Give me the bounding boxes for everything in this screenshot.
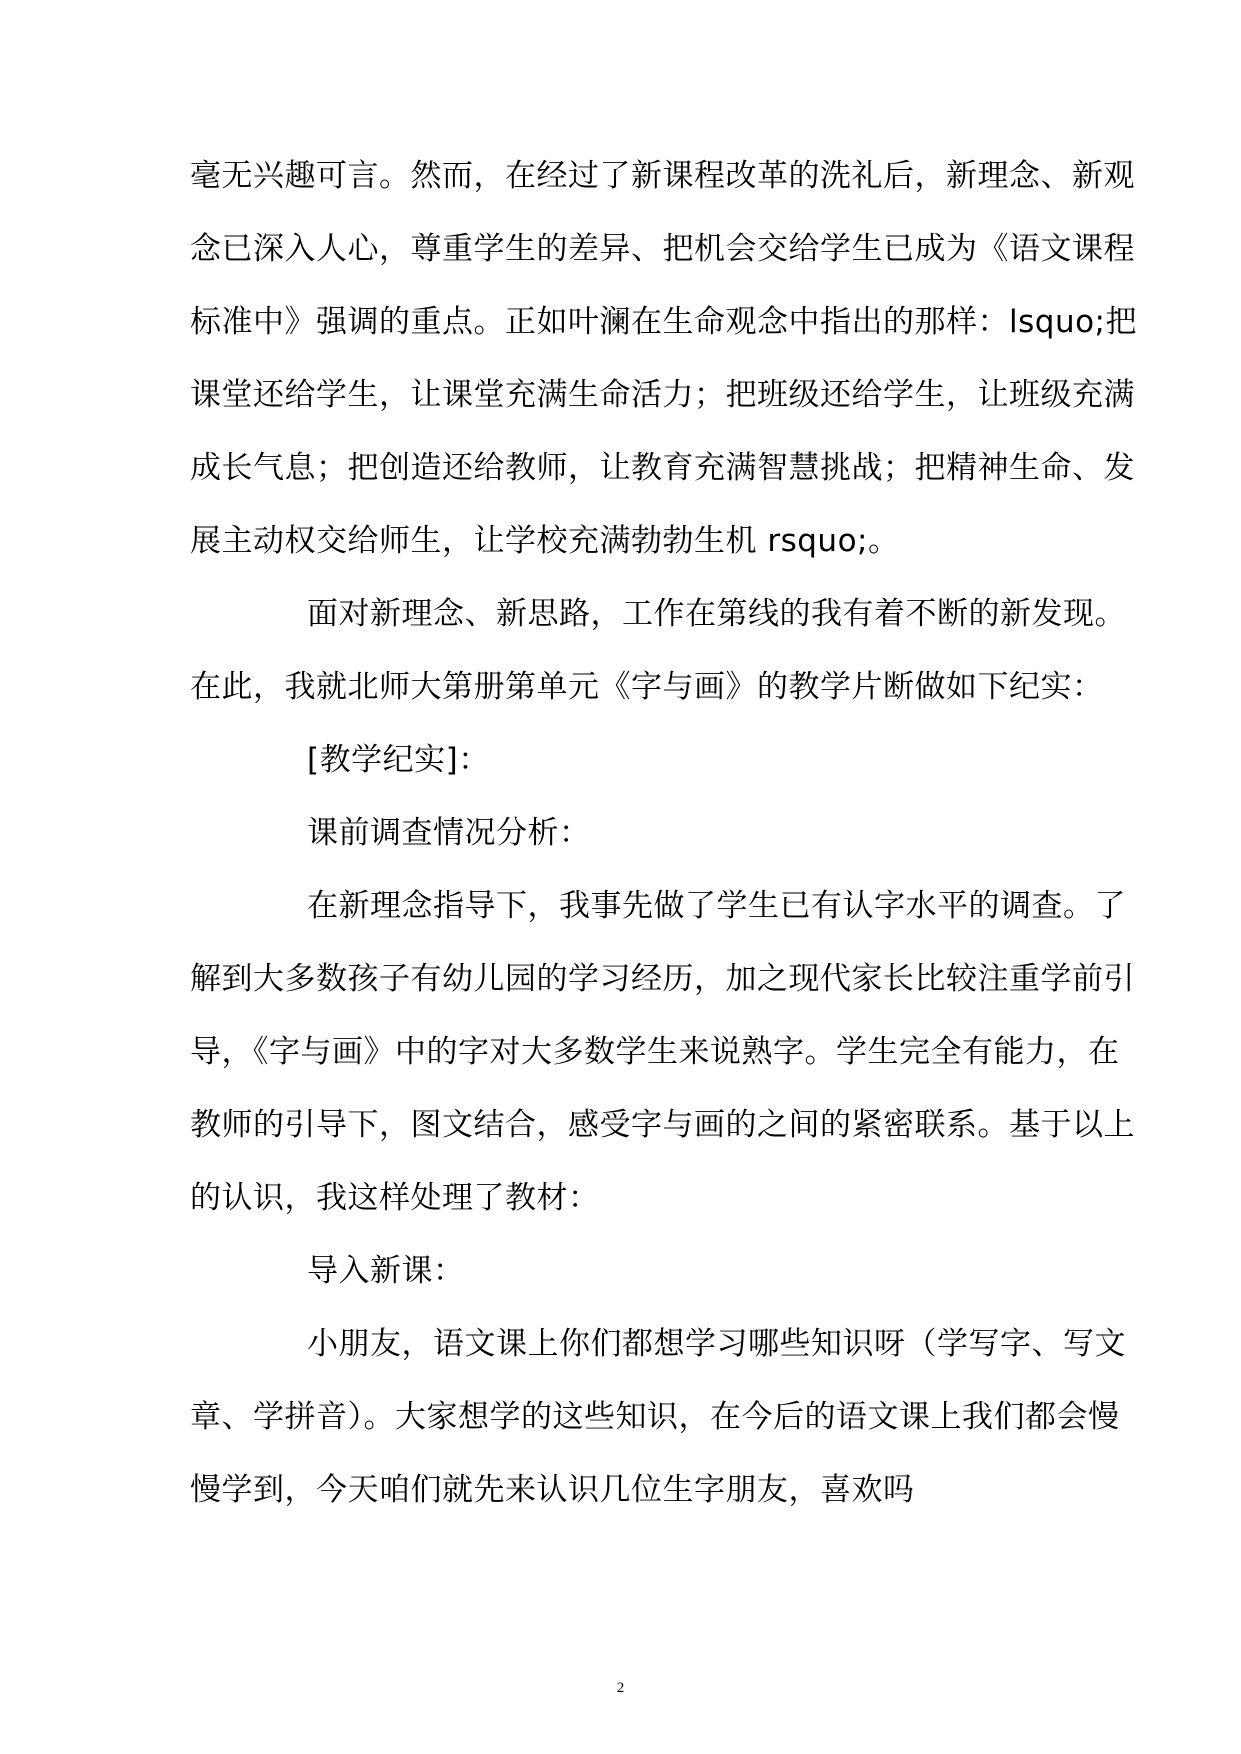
- text-line: 标准中》强调的重点。正如叶澜在生命观念中指出的那样：lsquo;把: [190, 304, 1137, 340]
- text-line: 在此，我就北师大第册第单元《字与画》的教学片断做如下纪实：: [190, 669, 1104, 705]
- text-line: 导，《字与画》中的字对大多数学生来说熟字。学生完全有能力，在: [190, 1034, 1120, 1070]
- section-heading: 课前调查情况分析：: [307, 815, 591, 851]
- page-number: 2: [616, 1680, 625, 1696]
- body-text: [190, 140, 1137, 1527]
- text-line: 章、学拼音）。大家想学的这些知识，在今后的语文课上我们都会慢: [190, 1399, 1120, 1435]
- paragraph-start-line: 面对新理念、新思路，工作在第线的我有着不断的新发现。: [307, 596, 1126, 632]
- text-line: 展主动权交给师生，让学校充满勃勃生机 rsquo;。: [190, 523, 900, 559]
- section-heading: 导入新课：: [307, 1253, 465, 1289]
- text-line: 念已深入人心，尊重学生的差异、把机会交给学生已成为《语文课程: [190, 231, 1135, 267]
- text-line: 解到大多数孩子有幼儿园的学习经历，加之现代家长比较注重学前引: [190, 961, 1135, 997]
- paragraph-start-line: 在新理念指导下，我事先做了学生已有认字水平的调查。了: [307, 888, 1126, 924]
- text-line: 毫无兴趣可言。然而，在经过了新课程改革的洗礼后，新理念、新观: [190, 158, 1135, 194]
- text-line: 教师的引导下，图文结合，感受字与画的之间的紧密联系。基于以上: [190, 1107, 1135, 1143]
- section-heading: [教学纪实]：: [307, 742, 490, 778]
- paragraph-start-line: 小朋友，语文课上你们都想学习哪些知识呀（学写字、写文: [307, 1326, 1126, 1362]
- text-line: 的认识，我这样处理了教材：: [190, 1180, 600, 1216]
- text-line: 慢学到，今天咱们就先来认识几位生字朋友，喜欢吗: [190, 1472, 915, 1508]
- text-line: 课堂还给学生，让课堂充满生命活力；把班级还给学生，让班级充满: [190, 377, 1135, 413]
- text-line: 成长气息；把创造还给教师，让教育充满智慧挑战；把精神生命、发: [190, 450, 1135, 486]
